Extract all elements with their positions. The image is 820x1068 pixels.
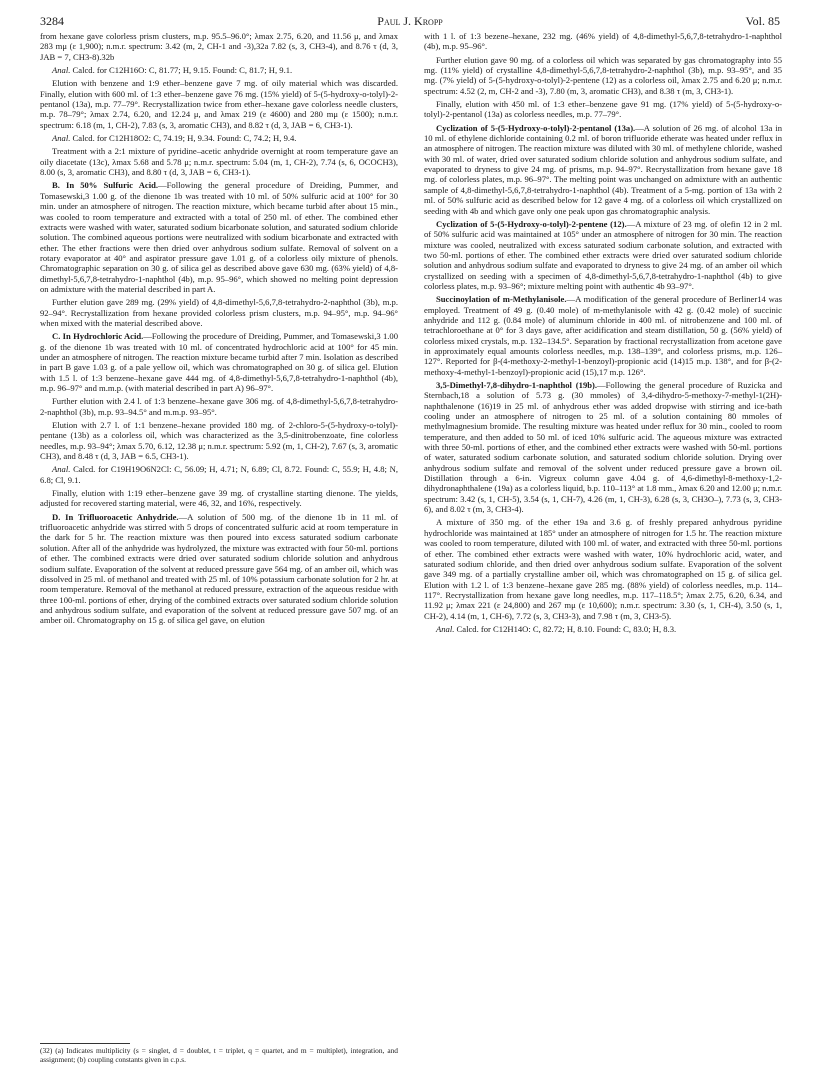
paragraph <box>40 31 398 62</box>
paragraph <box>40 146 398 177</box>
paragraph <box>40 512 398 626</box>
paragraph-text: Finally, elution with 1:19 ether–benzene gave 39 mg. of crystalline starting dienone. The yields, adjusted for recovered starting material, were 46, 32, and 16%, respectively. <box>40 488 398 509</box>
paragraph <box>424 99 782 120</box>
page-number: 3284 <box>40 14 64 28</box>
section-heading: D. In Trifluoroacetic Anhydride. <box>52 511 179 522</box>
paragraph-text: Calcd. for C12H14O: C, 82.72; H, 8.10. Found: C, 83.0; H, 8.3. <box>454 623 677 634</box>
section-heading: Cyclization of 5-(5-Hydroxy-o-tolyl)-2-pentanol (13a). <box>436 122 636 133</box>
section-heading: 3,5-Dimethyl-7,8-dihydro-1-naphthol (19b). <box>436 380 598 390</box>
analysis-label: Anal. <box>52 464 71 475</box>
paragraph <box>40 180 398 294</box>
running-title: Paul J. Kropp <box>377 14 443 28</box>
paragraph <box>40 78 398 130</box>
footnote: (32) (a) Indicates multiplicity (s = singlet, d = doublet, t = triplet, q = quartet, and m = multiplet), integration, and assignment; (b) coupling constants given in c.p.s. <box>40 1046 398 1064</box>
paragraph <box>424 517 782 620</box>
section-heading: Succinoylation of m-Methylanisole. <box>436 294 567 305</box>
paragraph-text: —A solution of 26 mg. of alcohol 13a in 10 ml. of ethylene dichloride containing 0.2 ml. of boron trifluoride etherate was heated under reflux in an atmosphere of nitrogen. The reaction mixture was diluted with 30 ml. of methylene chloride, washed with 30 ml. of water, dried over saturated sodium chloride solution and anhydrous sodium sulfate, and evaporated to dryness to give 24 mg. of prisms, m.p. 94–97°. Recrystallization from hexane gave 18 mg. of colorless plates, m.p. 96–97°. The melting point was unchanged on admixture with an authentic sample of 4,8-dimethyl-5,6,7,8-tetrahydro-1-naphthol (4b). Treatment of a 5-mg. portion of 13a with 2 ml. of 50% sulfuric acid as described below for 12 gave 4 mg. of a colorless oil which crystallized on seeding with 4b and which gave only one peak upon gas chromatographic analysis. <box>424 122 782 216</box>
paragraph-text: A mixture of 350 mg. of the ether 19a and 3.6 g. of freshly prepared anhydrous pyridine hydrochloride was maintained at 185° under an atmosphere of nitrogen for 1.5 hr. The reaction mixture was cooled to room temperature, diluted with 100 ml. of water, and extracted with three 50-ml. portions of ether. The combined ether extracts were washed with water, 10% hydrochloric acid, water, and saturated sodium chloride, and then dried over anhydrous sodium sulfate. Evaporation of the solvent gave 349 mg. of a partially crystalline amber oil, which was chromatographed on 15 g. of silica gel. Elution with 1.2 l. of 1:3 benzene–hexane gave 285 mg. (88% yield) of colorless needles, m.p. 114–117°. Recrystallization from hexane gave long needles, m.p. 117–118.5°; λmax 2.75, 6.20, 6.34, and 11.92 μ; λmax 221 (ε 24,800) and 267 mμ (ε 10,600); n.m.r. spectrum: 3.30 (s, 1, CH-4), 3.50 (s, 1, CH-2), 4.14 (m, 1, CH-6), 7.72 (s, 3, CH3-3), and 7.98 τ (m, 3, CH3-5). <box>424 517 782 621</box>
paragraph-text: —A solution of 500 mg. of the dienone 1b in 11 ml. of trifluoroacetic anhydride was stirred with 5 drops of concentrated sulfuric acid at room temperature in the dark for 5 hr. The reaction mixture was then poured into excess saturated sodium carbonate solution. After all of the anhydride was hydrolyzed, the mixture was extracted with four 50-ml. portions of ether. The combined extracts were dried over saturated sodium chloride solution and anhydrous sodium sulfate. Evaporation of the solvent at reduced pressure gave 564 mg. of an amber oil, which was dissolved in 25 ml. of methanol and treated with 25 ml. of 10% potassium carbonate solution for 2 hr. at room temperature. Removal of the methanol at reduced pressure, extraction of the aqueous residue with three 100-ml. portions of ether, drying of the combined extracts over saturated sodium chloride solution and anhydrous sodium sulfate, and evaporation of the solvent at reduced pressure gave 507 mg. of an amber oil. Chromatography on 15 g. of silica gel gave, on elution <box>40 511 399 626</box>
paragraph <box>424 31 782 52</box>
paragraph-text: from hexane gave colorless prism clusters, m.p. 95.5–96.0°; λmax 2.75, 6.20, and 11.56 μ, and λmax 283 mμ (ε 1,900); n.m.r. spectrum: 3.42 (m, 2, CH-1 and -3),32a 7.82 (s, 3, CH3-4), and 8.76 τ (d, 3, JAB = 7, CH3-8).32b <box>40 31 398 62</box>
paragraph-text: Elution with 2.7 l. of 1:1 benzene–hexane provided 180 mg. of 2-chloro-5-(5-hydroxy-o-tolyl)-pentane (13b) as a colorless oil, which was characterized as the 3,5-dinitrobenzoate, fine colorless needles, m.p. 93–94°; λmax 5.70, 6.12, 12.38 μ; n.m.r. spectrum: 5.92 (m, 1, CH-2), 7.67 (s, 3, aromatic CH3), and 8.48 τ (d, 3, JAB = 6.5, CH3-1). <box>40 420 398 462</box>
paragraph-text: Calcd. for C19H19O6N2Cl: C, 56.09; H, 4.71; N, 6.89; Cl, 8.72. Found: C, 55.9; H, 4.8; N, 6.8; Cl, 9.1. <box>40 464 398 485</box>
paragraph-text: with 1 l. of 1:3 bezene–hexane, 232 mg. (46% yield) of 4,8-dimethyl-5,6,7,8-tetrahydro-1-naphthol (4b), m.p. 95–96°. <box>424 31 782 52</box>
paragraph-text: Calcd. for C12H16O: C, 81.77; H, 9.15. Found: C, 81.7; H, 9.1. <box>70 65 293 76</box>
paragraph-text: —Following the general procedure of Ruzicka and Sternbach,18 a solution of 5.73 g. (30 mmoles) of 3,4-dihydro-5-methoxy-7-methyl-1(2H)-naphthalenone (16)19 in 25 ml. of anhydrous ether was added dropwise with stirring and ice-bath cooling under an atmosphere of nitrogen to 25 ml. of a solution containing 80 mmoles of methylmagnesium bromide. The resulting mixture was heated under reflux for 30 min., cooled to room temperature, and then added to 50 ml. of iced 10% sulfuric acid. The aqueous mixture was extracted with three 50-ml. portions of ether, and the combined ether extracts were washed with 50-ml. portions of water, saturated sodium carbonate solution, and saturated sodium chloride solution. Drying over anhydrous sodium sulfate and removal of the solvent under reduced pressure gave a brown oil. Distillation through a 6-in. Vigreux column gave 4.04 g. of 4,6-dimethyl-8-methoxy-1,2-dihydronaphthalene (19a) as a colorless liquid, b.p. 110–113° at 1.8 mm., λmax 6.20 and 12.00 μ; n.m.r. spectrum: 3.42 (s, 1, CH-5), 3.54 (s, 1, CH-7), 4.26 (m, 1, CH-3), 6.28 (s, 3, CH3O–), 7.73 (s, 3, CH3-6), and 8.02 τ (m, 3, CH3-4). <box>424 380 782 515</box>
paragraph-text: Further elution with 2.4 l. of 1:3 benzene–hexane gave 306 mg. of 4,8-dimethyl-5,6,7,8-tetrahydro-2-naphthol (3b), m.p. 93–94.5° and m.m.p. 93–95°. <box>40 396 398 417</box>
analysis-label: Anal. <box>52 65 71 76</box>
paragraph <box>40 65 398 75</box>
paragraph <box>40 420 398 461</box>
paragraph <box>424 123 782 216</box>
paragraph <box>40 297 398 328</box>
paragraph <box>424 55 782 96</box>
left-column <box>40 31 398 629</box>
section-heading: Cyclization of 5-(5-Hydroxy-o-tolyl)-2-pentene (12). <box>436 218 627 229</box>
paragraph <box>40 464 398 485</box>
paragraph-text: —A modification of the general procedure of Berliner14 was employed. Treatment of 49 g. (0.40 mole) of m-methylanisole with 42 g. (0.42 mole) of succinic anhydride and 112 g. (0.84 mole) of aluminum chloride in 400 ml. of nitrobenzene and 100 ml. of tetrachloroethane at 0° for 3 days gave, after acidification and steam distillation, 50 g. (56% yield) of colorless mixed crystals, m.p. 132–134.5°. Separation by fractional recrystallization from acetone gave in approximately equal amounts colorless needles, m.p. 138–139°, and colorless prisms, m.p. 126–127°. Reported for β-(4-methoxy-2-methyl-1-benzoyl)-propionic acid (14)15 m.p. 138°, and for β-(2-methoxy-4-methyl-1-benzoyl)-propionic acid (15),17 m.p. 126°. <box>424 294 782 377</box>
paragraph <box>424 294 782 377</box>
paragraph <box>40 488 398 509</box>
paragraph-text: —A mixture of 23 mg. of olefin 12 in 2 ml. of 50% sulfuric acid was maintained at 105° under an atmosphere of nitrogen for 30 min. The reaction mixture was cooled, neutralized with excess saturated sodium carbonate solution, and extracted with two 50-ml. portions of ether. The combined ether extracts were dried over saturated sodium chloride solution and anhydrous sodium sulfate and evaporated to dryness to give 24 mg. of an amber oil which crystallized on seeding with a specimen of 4,8-dimethyl-5,6,7,8-tetrahydro-1-naphthol (4b) to give colorless plates, m.p. 93–96°; mixture melting point with authentic 4b 93–97°. <box>424 218 783 291</box>
analysis-label: Anal. <box>52 133 71 144</box>
paragraph <box>40 396 398 417</box>
page-header <box>40 14 780 32</box>
paragraph-text: Calcd. for C12H18O2: C, 74.19; H, 9.34. Found: C, 74.2; H, 9.4. <box>70 133 297 144</box>
paragraph <box>424 219 782 291</box>
paragraph-text: Further elution gave 289 mg. (29% yield) of 4,8-dimethyl-5,6,7,8-tetrahydro-2-naphthol (3b), m.p. 92–94°. Recrystallization from hexane provided colorless prism clusters, m.p. 94–95°, m.p. 94–96° when mixed with the material described above. <box>40 297 398 328</box>
paragraph-text: —Following the procedure of Dreiding, Pummer, and Tomasewski,3 1.00 g. of the dienone 1b was treated with 10 ml. of concentrated hydrochloric acid at 100° for 45 min. under an atmosphere of nitrogen. The reaction mixture became turbid after 7 min. Isolation as described in part B gave 1.03 g. of a pale yellow oil, which was chromatographed on 30 g. of silica gel. Elution with 1.5 l. of 1:3 benzene–hexane gave 444 mg. of 4,8-dimethyl-5,6,7,8-tetrahydro-1-naphthol (4b), m.p. 96–97° and m.m.p. (with material described in part A) 96–97°. <box>40 331 399 393</box>
analysis-label: Anal. <box>436 623 455 634</box>
paragraph-text: Finally, elution with 450 ml. of 1:3 ether–benzene gave 91 mg. (17% yield) of 5-(5-hydroxy-o-tolyl)-2-pentanol (13a) as colorless needles, m.p. 77–79°. <box>424 99 782 120</box>
right-column <box>424 31 782 637</box>
paragraph-text: —Following the general procedure of Dreiding, Pummer, and Tomasewski,3 1.00 g. of the dienone 1b was treated with 10 ml. of 50% sulfuric acid at 100° for 30 min. under an atmosphere of nitrogen. The reaction mixture, which became turbid after about 15 min., was cooled to room temperature and extracted with a total of 250 ml. of ether. The combined ether extracts were washed with water, saturated sodium bicarbonate solution, and saturated sodium chloride solution. The combined aqueous portions were neutralized with sodium bicarbonate and extracted with ether. The ether fractions were then dried over anhydrous sodium sulfate. Removal of solvent on a rotary evaporator at 40° and aspirator pressure gave 1.01 g. of a colorless oily mixture of phenols. Chromatographic separation on 30 g. of silica gel as described above gave 630 mg. (63% yield) of 4,8-dimethyl-5,6,7,8-tetrahydro-1-naphthol (4b), m.p. 95–96°, which showed no melting point depression on admixture with the material described in part A. <box>40 180 398 294</box>
paragraph <box>40 331 398 393</box>
section-heading: C. In Hydrochloric Acid. <box>52 331 144 342</box>
footnote-rule <box>40 1043 130 1044</box>
paragraph-text: Treatment with a 2:1 mixture of pyridine–acetic anhydride overnight at room temperature gave an oily diacetate (13c), λmax 5.68 and 5.78 μ; n.m.r. spectrum: 5.04 (m, 1, CH-2), 7.74 (s, 6, OCOCH3), 8.00 (s, 3, aromatic CH3), and 8.80 τ (d, 3, JAB = 6, CH3-1). <box>40 146 398 178</box>
paragraph-text: Elution with benzene and 1:9 ether–benzene gave 7 mg. of oily material which was discarded. Finally, elution with 600 ml. of 1:3 ether–benzene gave 76 mg. (15% yield) of 5-(5-hydroxy-o-tolyl)-2-pentanol (13a), m.p. 77–79°. Recrystallization twice from ether–hexane gave colorless needle clusters, m.p. 78–79°; λmax 2.74, 6.20, and 12.24 μ, and λmax 219 (ε 4600) and 280 mμ (ε 1500); n.m.r. spectrum: 6.18 (m, 1, CH-2), 7.83 (s, 3, aromatic CH3), and 8.82 τ (d, 3, JAB = 6, CH3-1). <box>40 78 398 130</box>
section-heading: B. In 50% Sulfuric Acid. <box>52 180 159 191</box>
paragraph <box>424 624 782 634</box>
paragraph <box>424 380 782 514</box>
volume-label: Vol. 85 <box>745 14 780 28</box>
paragraph-text: Further elution gave 90 mg. of a colorless oil which was separated by gas chromatography into 55 mg. (11% yield) of crystalline 4,8-dimethyl-5,6,7,8-tetrahydro-2-naphthol (3b), m.p. 93–95°, and 35 mg. (7% yield) of 5-(5-hydroxy-o-tolyl)-2-pentene (12) as a colorless oil, λmax 2.75 and 6.20 μ; n.m.r. spectrum: 4.52 (2, m, CH-2 and -3), 7.80 (m, 3, aromatic CH3), and 8.38 τ (m, 3, CH3-1). <box>424 54 782 96</box>
paragraph <box>40 133 398 143</box>
